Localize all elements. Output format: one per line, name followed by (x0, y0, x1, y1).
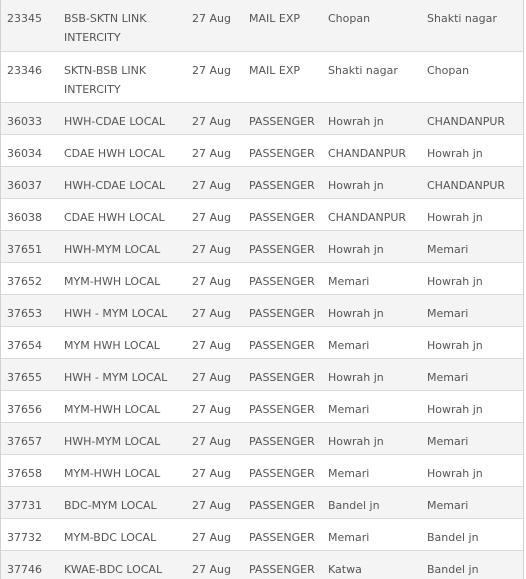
run-date: 27 Aug (192, 326, 249, 358)
train-name (64, 51, 192, 102)
to-station: Memari (427, 230, 523, 262)
train-name-line: MYM-HWH LOCAL (64, 274, 161, 288)
train-name-line: KWAE-BDC LOCAL (64, 562, 163, 576)
train-name (64, 518, 192, 550)
train-name (64, 0, 192, 51)
from-station: CHANDANPUR (328, 134, 427, 166)
from-station: Howrah jn (328, 102, 427, 134)
to-station: Howrah jn (427, 454, 523, 486)
to-station: Howrah jn (427, 134, 523, 166)
table-row[interactable] (1, 0, 523, 51)
train-name-line: INTERCITY (64, 31, 121, 44)
train-type: PASSENGER (249, 358, 328, 390)
train-type: PASSENGER (249, 422, 328, 454)
train-type: PASSENGER (249, 486, 328, 518)
run-date: 27 Aug (192, 134, 249, 166)
to-station: Memari (427, 422, 523, 454)
train-name (64, 198, 192, 230)
table-row[interactable] (1, 326, 523, 358)
train-number: 37746 (1, 550, 64, 579)
from-station: Memari (328, 390, 427, 422)
train-name-line: HWH-MYM LOCAL (64, 242, 161, 256)
table-row[interactable] (1, 518, 523, 550)
train-number: 37658 (1, 454, 64, 486)
train-name (64, 166, 192, 198)
train-name-line: MYM-BDC LOCAL (64, 530, 157, 544)
from-station: Howrah jn (328, 230, 427, 262)
train-number: 37656 (1, 390, 64, 422)
run-date: 27 Aug (192, 486, 249, 518)
train-name-line: MYM HWH LOCAL (64, 338, 160, 352)
train-name (64, 358, 192, 390)
to-station: Bandel jn (427, 550, 523, 579)
table-row[interactable] (1, 134, 523, 166)
to-station: Howrah jn (427, 198, 523, 230)
train-type: MAIL EXP (249, 51, 328, 102)
table-row[interactable] (1, 486, 523, 518)
table-row[interactable] (1, 198, 523, 230)
train-name-line: HWH - MYM LOCAL (64, 370, 168, 384)
run-date: 27 Aug (192, 102, 249, 134)
table-row[interactable] (1, 262, 523, 294)
table-row[interactable] (1, 102, 523, 134)
train-name (64, 230, 192, 262)
train-number: 23345 (1, 0, 64, 51)
from-station: Howrah jn (328, 294, 427, 326)
from-station: Shakti nagar (328, 51, 427, 102)
train-name-line: HWH-CDAE LOCAL (64, 178, 166, 192)
run-date: 27 Aug (192, 51, 249, 102)
from-station: Memari (328, 326, 427, 358)
train-name-line: INTERCITY (64, 82, 121, 96)
train-type: PASSENGER (249, 550, 328, 579)
train-type: PASSENGER (249, 134, 328, 166)
train-type: PASSENGER (249, 262, 328, 294)
train-name (64, 550, 192, 579)
train-number: 36038 (1, 198, 64, 230)
train-number: 36037 (1, 166, 64, 198)
train-name (64, 134, 192, 166)
table-row[interactable] (1, 358, 523, 390)
train-name (64, 326, 192, 358)
run-date: 27 Aug (192, 230, 249, 262)
train-type: PASSENGER (249, 326, 328, 358)
train-number: 36034 (1, 134, 64, 166)
run-date: 27 Aug (192, 358, 249, 390)
train-number: 37732 (1, 518, 64, 550)
train-number: 37652 (1, 262, 64, 294)
train-name-line: MYM-HWH LOCAL (64, 466, 161, 480)
run-date: 27 Aug (192, 454, 249, 486)
train-number: 37651 (1, 230, 64, 262)
train-name (64, 454, 192, 486)
train-type: PASSENGER (249, 390, 328, 422)
train-name-line: CDAE HWH LOCAL (64, 210, 165, 224)
from-station: Bandel jn (328, 486, 427, 518)
to-station: Howrah jn (427, 390, 523, 422)
train-number: 23346 (1, 51, 64, 102)
table-row[interactable] (1, 230, 523, 262)
from-station: Howrah jn (328, 358, 427, 390)
from-station: Katwa (328, 550, 427, 579)
to-station: Memari (427, 294, 523, 326)
to-station: Howrah jn (427, 262, 523, 294)
from-station: Memari (328, 262, 427, 294)
run-date: 27 Aug (192, 262, 249, 294)
train-name (64, 390, 192, 422)
to-station: CHANDANPUR (427, 102, 523, 134)
run-date: 27 Aug (192, 518, 249, 550)
train-number: 36033 (1, 102, 64, 134)
run-date: 27 Aug (192, 0, 249, 51)
train-type: PASSENGER (249, 518, 328, 550)
to-station: Howrah jn (427, 326, 523, 358)
train-type: PASSENGER (249, 198, 328, 230)
train-type: PASSENGER (249, 454, 328, 486)
train-type: PASSENGER (249, 166, 328, 198)
to-station: Memari (427, 358, 523, 390)
train-name-line: SKTN-BSB LINK (64, 63, 147, 77)
train-number: 37655 (1, 358, 64, 390)
from-station: Memari (328, 454, 427, 486)
run-date: 27 Aug (192, 422, 249, 454)
train-name (64, 294, 192, 326)
train-name-line: HWH - MYM LOCAL (64, 306, 168, 320)
train-type: PASSENGER (249, 102, 328, 134)
to-station: Shakti nagar (427, 0, 523, 51)
train-name (64, 486, 192, 518)
to-station: Bandel jn (427, 518, 523, 550)
from-station: Howrah jn (328, 166, 427, 198)
train-number: 37657 (1, 422, 64, 454)
train-number: 37654 (1, 326, 64, 358)
run-date: 27 Aug (192, 390, 249, 422)
run-date: 27 Aug (192, 294, 249, 326)
from-station: CHANDANPUR (328, 198, 427, 230)
train-type: PASSENGER (249, 294, 328, 326)
train-name-line: HWH-CDAE LOCAL (64, 114, 166, 128)
train-name (64, 102, 192, 134)
table-row[interactable] (1, 294, 523, 326)
to-station: CHANDANPUR (427, 166, 523, 198)
table-row[interactable] (1, 550, 523, 579)
train-number: 37731 (1, 486, 64, 518)
table-row[interactable] (1, 166, 523, 198)
from-station: Memari (328, 518, 427, 550)
train-name-line: HWH-MYM LOCAL (64, 434, 161, 448)
to-station: Memari (427, 486, 523, 518)
to-station: Chopan (427, 51, 523, 102)
train-type: PASSENGER (249, 230, 328, 262)
train-type: MAIL EXP (249, 0, 328, 51)
table-row[interactable] (1, 454, 523, 486)
run-date: 27 Aug (192, 198, 249, 230)
table-row[interactable] (1, 422, 523, 454)
train-table (1, 0, 523, 579)
train-name (64, 262, 192, 294)
table-row[interactable] (1, 390, 523, 422)
from-station: Howrah jn (328, 422, 427, 454)
run-date: 27 Aug (192, 166, 249, 198)
train-name-line: BSB-SKTN LINK (64, 12, 147, 25)
run-date: 27 Aug (192, 550, 249, 579)
train-name (64, 422, 192, 454)
table-row[interactable] (1, 51, 523, 102)
train-name-line: MYM-HWH LOCAL (64, 402, 161, 416)
train-name-line: CDAE HWH LOCAL (64, 146, 165, 160)
train-name-line: BDC-MYM LOCAL (64, 498, 157, 512)
train-table-body (1, 0, 523, 579)
train-number: 37653 (1, 294, 64, 326)
from-station: Chopan (328, 0, 427, 51)
